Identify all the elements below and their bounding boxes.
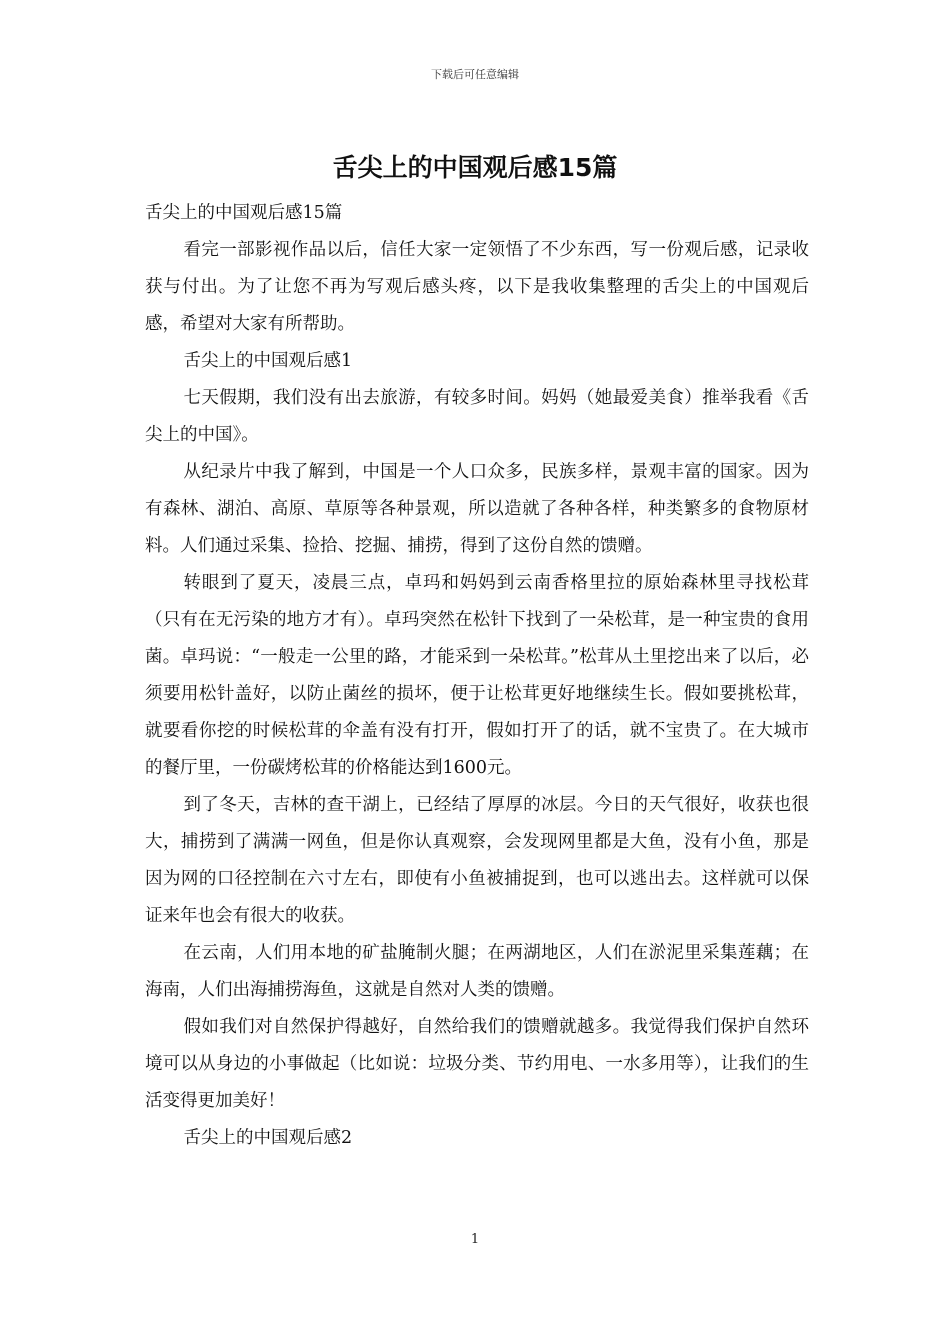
section-heading-1: 舌尖上的中国观后感1 xyxy=(183,351,353,371)
body-paragraph: 转眼到了夏天，凌晨三点，卓玛和妈妈到云南香格里拉的原始森林里寻找松茸（只有在无污染的地方才有）。卓玛突然在松针下找到了一朵松茸，是一种宝贵的食用菌。卓玛说：“一般走一公里的路，才能采到一朵松茸。”松茸从土里挖出来了以后，必须要用松针盖好，以防止菌丝的损坏，便于让松茸更好地继续生长。假如要挑松茸，就要看你挖的时候松茸的伞盖有没有打开，假如打开了的话，就不宝贵了。在大城市的餐厅里，一份碳烤松茸的价格能达到1600元。 xyxy=(145,573,809,778)
body-paragraph: 从纪录片中我了解到，中国是一个人口众多，民族多样，景观丰富的国家。因为有森林、湖泊、高原、草原等各种景观，所以造就了各种各样，种类繁多的食物原材料。人们通过采集、捡拾、挖掘、捕捞，得到了这份自然的馈赠。 xyxy=(145,462,809,556)
body-paragraph: 到了冬天，吉林的查干湖上，已经结了厚厚的冰层。今日的天气很好，收获也很大，捕捞到了满满一网鱼，但是你认真观察，会发现网里都是大鱼，没有小鱼，那是因为网的口径控制在六寸左右，即使有小鱼被捕捉到，也可以逃出去。这样就可以保证来年也会有很大的收获。 xyxy=(145,795,809,926)
intro-paragraph: 看完一部影视作品以后，信任大家一定领悟了不少东西，写一份观后感，记录收获与付出。为了让您不再为写观后感头疼，以下是我收集整理的舌尖上的中国观后感，希望对大家有所帮助。 xyxy=(145,240,809,334)
document-title: 舌尖上的中国观后感15篇 xyxy=(332,153,618,182)
page-number: 1 xyxy=(470,1232,480,1247)
section-heading-2: 舌尖上的中国观后感2 xyxy=(183,1128,353,1148)
body-paragraph: 假如我们对自然保护得越好，自然给我们的馈赠就越多。我觉得我们保护自然环境可以从身边的小事做起（比如说：垃圾分类、节约用电、一水多用等），让我们的生活变得更加美好！ xyxy=(145,1017,809,1111)
body-paragraph: 在云南，人们用本地的矿盐腌制火腿；在两湖地区，人们在淤泥里采集莲藕；在海南，人们出海捕捞海鱼，这就是自然对人类的馈赠。 xyxy=(145,943,809,1000)
document-subtitle: 舌尖上的中国观后感15篇 xyxy=(145,203,343,223)
document-body xyxy=(145,195,809,1157)
body-paragraph: 七天假期，我们没有出去旅游，有较多时间。妈妈（她最爱美食）推举我看《舌尖上的中国》。 xyxy=(145,388,809,445)
page-header-note: 下载后可任意编辑 xyxy=(431,68,519,81)
